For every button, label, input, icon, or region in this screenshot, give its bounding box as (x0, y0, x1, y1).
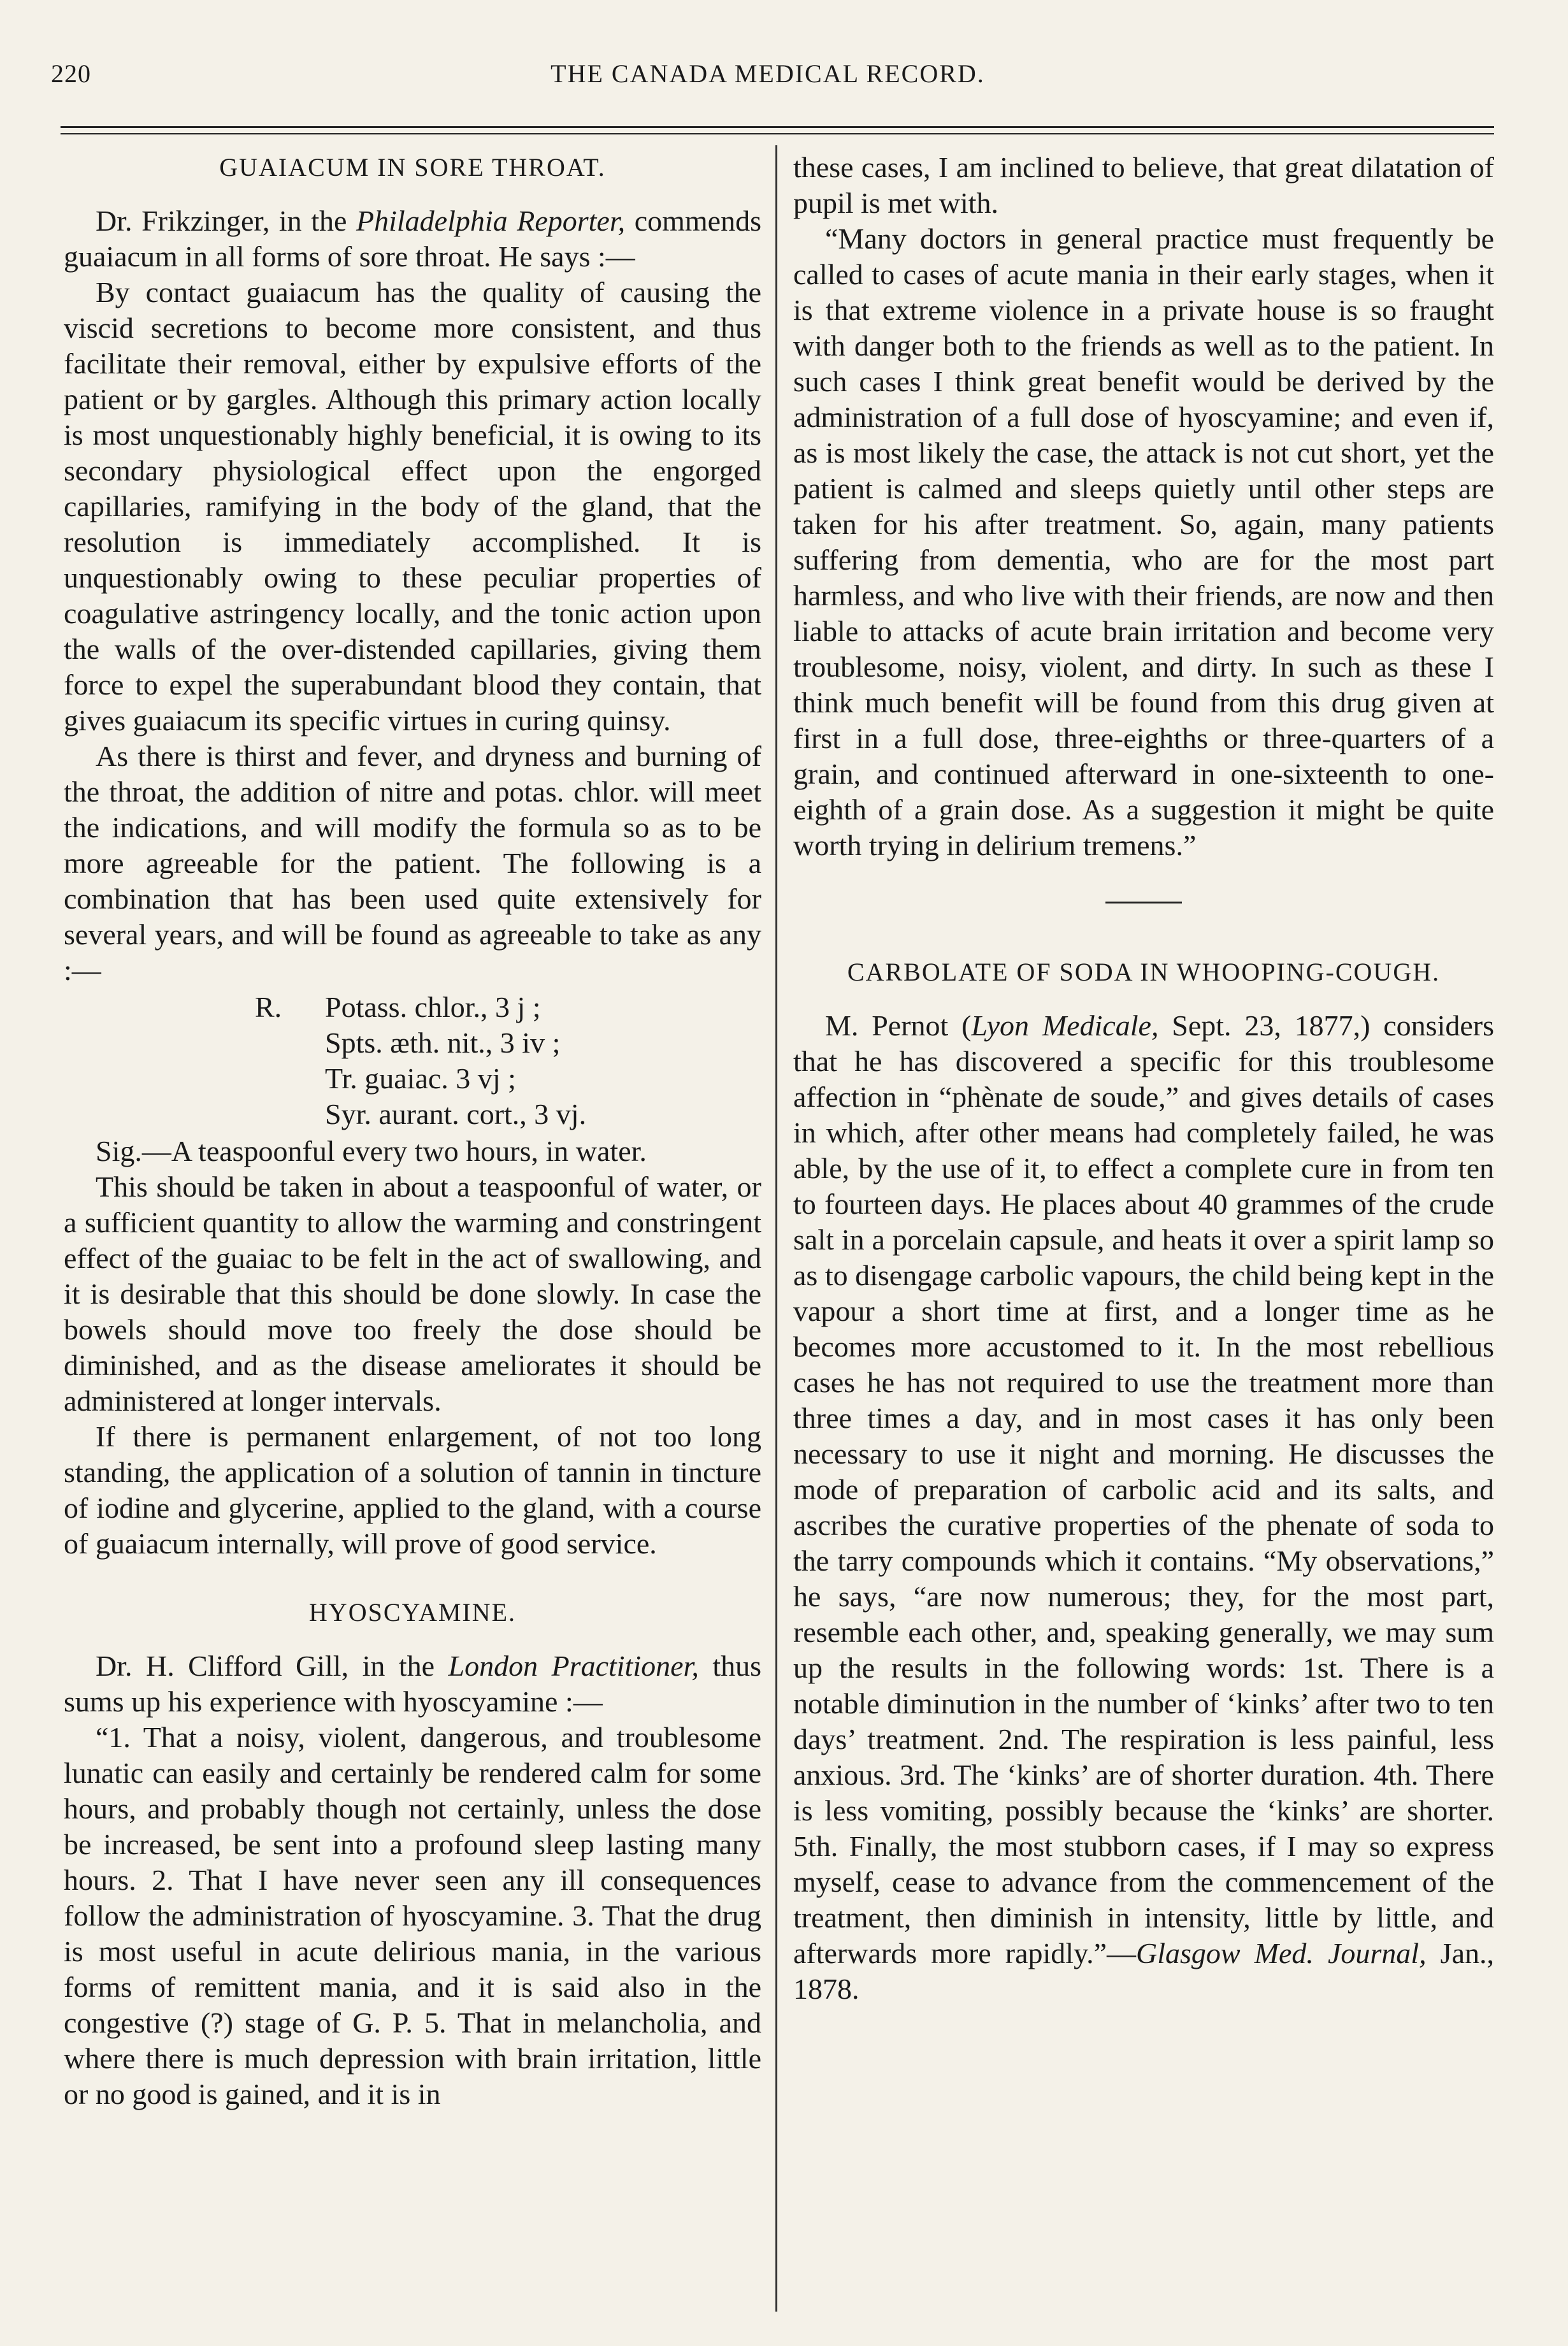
citation-date: Jan., 1878. (793, 1937, 1494, 2005)
citation-title: Glasgow Med. Journal, (1136, 1937, 1427, 1969)
recipe-symbol: R. (255, 991, 282, 1023)
signa-instruction: Sig.—A teaspoonful every two hours, in water. (96, 1135, 647, 1167)
guaiacum-paragraph-1: By contact guaiacum has the quality of causing the viscid secretions to become more consistent, and thus facilitate their removal, either by expulsive efforts of the patient or by gargles. Although this primary action locally is most unquestionably highly beneficial, it is owing to its secondary physiological effect upon the engorged capillaries, ramifying in the body of the gland, that the resolution is immediately accomplished. It is unquestionably owing to these peculiar properties of coagulative astringency locally, and the tonic action upon the walls of the over-distended capillaries, giving them force to expel the superabundant blood they contain, that gives guaiacum its specific virtues in curing quinsy. (64, 276, 761, 737)
source-title: Philadelphia Reporter, (356, 205, 626, 237)
header-rule-top (61, 126, 1494, 128)
body-text: M. Pernot ( (825, 1009, 972, 1042)
guaiacum-paragraph-4: If there is permanent enlargement, of not too long standing, the application of a solution of tannin in tincture of iodine and glycerine, applied to the gland, with a course of guaiacum internally, will prove of good service. (64, 1420, 761, 1560)
section-separator (1105, 902, 1182, 903)
guaiacum-intro (64, 203, 761, 275)
page-number: 220 (51, 59, 91, 88)
source-title: Lyon Medicale, (971, 1009, 1159, 1042)
guaiacum-paragraph-3: This should be taken in about a teaspoonful of water, or a sufficient quantity to allow the warming and constringent effect of the guaiac to be felt in the act of swallowing, and it is desirable that this should be done slowly. In case the bowels should move too freely the dose should be diminished, and as the disease ameliorates it should be administered at longer intervals. (64, 1170, 761, 1417)
intro-text: Dr. Frikzinger, in the (96, 205, 357, 237)
prescription-line: Syr. aurant. cort., 3 vj. (325, 1098, 587, 1130)
running-head: THE CANADA MEDICAL RECORD. (550, 59, 985, 88)
header-rule-bottom (61, 133, 1494, 134)
article-title-carbolate: CARBOLATE OF SODA IN WHOOPING-COUGH. (847, 958, 1441, 986)
hyoscyamine-continuation: these cases, I am inclined to believe, that great dilatation of pupil is met with. (793, 151, 1494, 219)
article-title-hyoscyamine: HYOSCYAMINE. (308, 1598, 517, 1627)
body-text-cont: Sept. 23, 1877,) considers that he has discovered a specific for this troublesome affection in “phènate de soude,” and gives details of cases in which, after other means had completely failed, he was able, by the use of it, to effect a complete cure in from ten to fourteen days. He places about 40 grammes of the crude salt in a porcelain capsule, and heats it over a spirit lamp so as to disengage carbolic vapours, the child being kept in the vapour a short time at first, and a longer time as he becomes more accustomed to it. In the most rebellious cases he has not required to use the treatment more than three times a day, and in most cases it has only been necessary to use it night and morning. He discusses the mode of preparation of carbolic acid and its salts, and ascribes the curative properties of the phenate of soda to the tarry compounds which it contains. “My observations,” he says, “are now numerous; they, for the most part, resemble each other, and, speaking generally, we may sum up the results in the following words: 1st. There is a notable diminution in the number of ‘kinks’ after two to ten days’ treatment. 2nd. The respiration is less painful, less anxious. 3rd. The ‘kinks’ are of shorter duration. 4th. There is less vomiting, possibly because the ‘kinks’ are shorter. 5th. Finally, the most stubborn cases, if I may so express myself, cease to advance from the commencement of the treatment, then diminish in intensity, little by little, and afterwards more rapidly.”— (793, 1009, 1494, 1969)
carbolate-paragraph (793, 1008, 1494, 2007)
page-header (51, 59, 1485, 110)
prescription (64, 989, 761, 1132)
guaiacum-paragraph-2: As there is thirst and fever, and dryness and burning of the throat, the addition of nitre and potas. chlor. will meet the indications, and will modify the formula so as to be more agreeable for the patient. The following is a combination that has been used quite extensively for several years, and will be found as agreeable to take as any :— (64, 740, 761, 986)
prescription-item: Potass. chlor., 3 j ; (325, 991, 541, 1023)
right-column (793, 150, 1494, 2303)
prescription-line: Tr. guaiac. 3 vj ; (325, 1062, 516, 1095)
hyoscyamine-intro (64, 1648, 761, 1720)
article-title-guaiacum: GUAIACUM IN SORE THROAT. (219, 153, 606, 182)
intro-text: Dr. H. Clifford Gill, in the (96, 1650, 449, 1682)
source-title: London Practitioner, (448, 1650, 699, 1682)
left-column (64, 150, 761, 2303)
hyoscyamine-paragraph-1: “1. That a noisy, violent, dangerous, and troublesome lunatic can easily and certainly be rendered calm for some hours, and probably though not certainly, unless the dose be increased, be sent into a profound sleep lasting many hours. 2. That I have never seen any ill consequences follow the administration of hyoscyamine. 3. That the drug is most useful in acute delirious mania, in the various forms of remittent mania, and it is said also in the congestive (?) stage of G. P. 5. That in melancholia, and where there is much depression with brain irritation, little or no good is gained, and it is in (64, 1721, 761, 2110)
column-divider (775, 145, 777, 2312)
intro-text-cont: commends guaiacum in all forms of sore throat. He says :— (64, 205, 761, 273)
hyoscyamine-paragraph-2: “Many doctors in general practice must frequently be called to cases of acute mania in their early stages, when it is that extreme violence in a private house is so fraught with danger both to the friends as well as to the patient. In such cases I think great benefit would be derived by the administration of a full dose of hyoscyamine; and even if, as is most likely the case, the attack is not cut short, yet the patient is calmed and sleeps quietly until other steps are taken for his after treatment. So, again, many patients suffering from dementia, who are for the most part harmless, and who live with their friends, are now and then liable to attacks of acute brain irritation and become very troublesome, noisy, violent, and dirty. In such as these I think much benefit will be found from this drug given at first in a full dose, three-eighths or three-quarters of a grain, and continued afterward in one-sixteenth to one-eighth of a grain dose. As a suggestion it might be quite worth trying in delirium tremens.” (793, 222, 1494, 861)
prescription-line: Spts. æth. nit., 3 iv ; (325, 1026, 561, 1059)
prescription-line (64, 989, 761, 1025)
intro-text-cont: thus sums up his experience with hyoscyamine :— (64, 1650, 761, 1718)
